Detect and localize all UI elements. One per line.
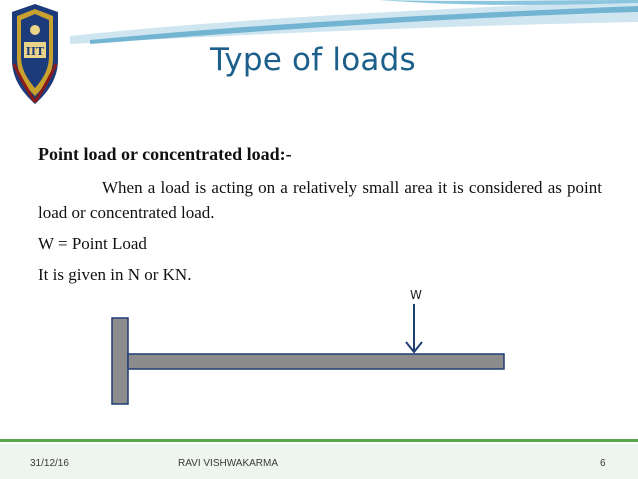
logo-text: IIT (25, 45, 45, 58)
load-label: W (410, 288, 422, 302)
slide-body (38, 142, 602, 293)
section-heading: Point load or concentrated load:- (38, 144, 292, 164)
cantilever-beam-diagram (100, 280, 520, 410)
beam (128, 354, 504, 369)
footer-band (0, 437, 638, 479)
college-logo (4, 2, 66, 112)
point-load-equation: W = Point Load (38, 234, 147, 253)
footer-author: RAVI VISHWAKARMA (178, 458, 279, 469)
units-line: It is given in N or KN. (38, 265, 192, 284)
definition-paragraph: When a load is acting on a relatively small area it is considered as point load or concentrated load. (38, 178, 602, 222)
point-load-arrow (406, 304, 422, 352)
page-number: 6 (600, 458, 606, 469)
footer-date: 31/12/16 (30, 458, 69, 469)
page-title: Type of loads (210, 42, 416, 78)
fixed-support (112, 318, 128, 404)
